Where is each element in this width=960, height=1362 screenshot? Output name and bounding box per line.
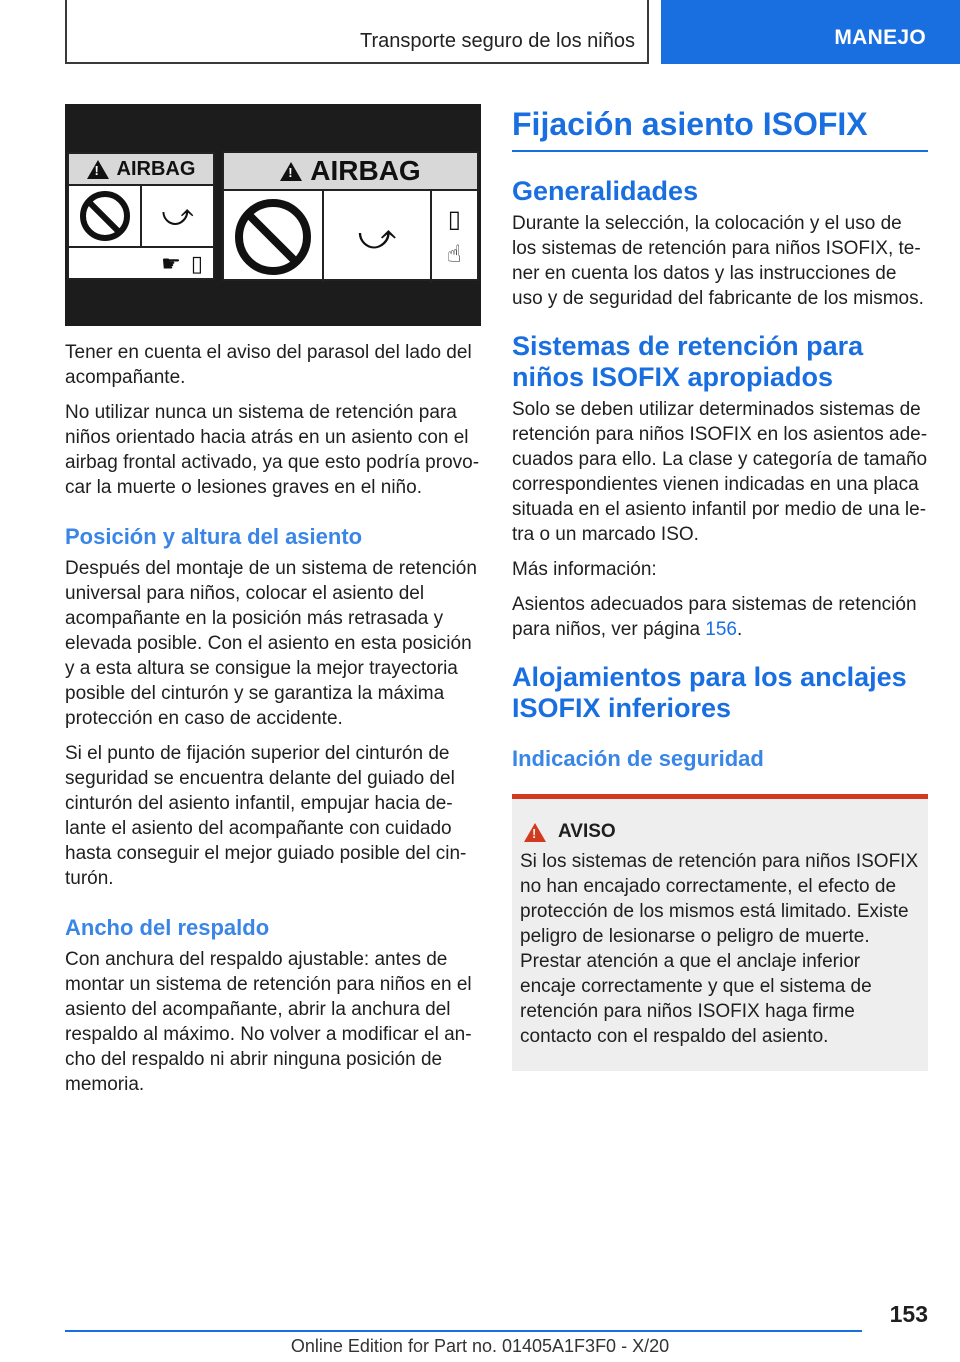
pointing-hand-icon: ☝ (447, 241, 462, 268)
heading-generalidades: Generalidades (512, 176, 699, 206)
warning-triangle-icon (280, 162, 302, 181)
header-chapter-box (65, 0, 649, 64)
airbag-label-big-cell (432, 191, 477, 283)
subheading-indicacion: Indicación de seguridad (512, 746, 764, 771)
paragraph: Con anchura del respaldo ajustable: antes de montar un sistema de retención para niños en el asiento del acompañante, abrir la anchura del respaldo al máximo. No volver a modificar el ancho del respaldo ni abrir ninguna posición de memoria. (65, 949, 472, 1095)
airbag-label-small-heading (69, 154, 213, 186)
subheading-ancho: Ancho del respaldo (65, 915, 270, 940)
airbag-label-small-pictograms (69, 186, 213, 248)
airbag-label-big-cell (224, 191, 324, 283)
airbag-label-big-text: AIRBAG (310, 155, 421, 186)
page-reference-link[interactable]: 156 (705, 619, 737, 640)
chapter-title: Transporte seguro de los niños (360, 30, 635, 52)
right-column (512, 104, 928, 1071)
paragraph: Después del montaje de un sistema de retención universal para niños, colocar el asiento del acompañante en la posición más retrasada y elevada posible. Con el asiento en esta posición y a esta altura se consigue la mejor trayectoria posible del cinturón y se garantiza la máxima protección en caso de accidente. (65, 558, 477, 729)
section-tab[interactable]: MANEJO (661, 0, 960, 64)
footer-divider (65, 1330, 862, 1332)
manual-book-icon: ▯ (447, 206, 461, 233)
airbag-deploy-seat-icon: ⤻ (161, 199, 194, 232)
warning-triangle-icon (87, 160, 109, 179)
prohibited-rear-facing-seat-icon (80, 191, 130, 241)
paragraph-text: Asientos adecuados para sistemas de retención para niños, ver página (512, 594, 917, 640)
airbag-label-big-pictograms (224, 191, 477, 283)
warning-title: AVISO (558, 821, 616, 842)
airbag-label-big (222, 151, 479, 281)
heading-sistemas: Sistemas de retención para niños ISOFIX apropiados (512, 331, 864, 392)
warning-triangle-icon (524, 823, 546, 842)
paragraph: Si el punto de fijación superior del cinturón de seguridad se encuentra delante del guiado del cinturón del asiento infantil, empujar hacia delante el asiento del acompañante con cuidado hasta conseguir el mejor guiado posible del cinturón. (65, 743, 467, 889)
airbag-label-small-cell (69, 186, 142, 246)
airbag-label-small (67, 152, 215, 280)
paragraph: No utilizar nunca un sistema de retención para niños orientado hacia atrás en un asiento con el airbag frontal activado, ya que esto podría provocar la muerte o lesiones graves en el niño. (65, 402, 480, 498)
airbag-label-small-footer (69, 248, 213, 280)
section-title: Fijación asiento ISOFIX (512, 104, 928, 152)
airbag-label-small-cell (142, 186, 213, 246)
airbag-label-big-cell (324, 191, 432, 283)
manual-book-icon: ▯ (190, 251, 203, 276)
footer-edition: Online Edition for Part no. 01405A1F3F0 - X/20 (290, 1336, 670, 1356)
warning-title-row (520, 821, 920, 843)
paragraph: Durante la selección, la colocación y el uso de los sistemas de retención para niños ISOFIX, tener en cuenta los datos y las instrucciones de uso y de seguridad del fabricante de los mismos. (512, 213, 924, 309)
subheading-posicion: Posición y altura del asiento (65, 524, 363, 549)
heading-alojamientos: Alojamientos para los anclajes ISOFIX inferiores (512, 662, 907, 723)
paragraph-text: . (737, 619, 743, 640)
page-number: 153 (889, 1301, 928, 1327)
airbag-warning-figure (65, 104, 481, 326)
paragraph: Tener en cuenta el aviso del parasol del lado del acompañante. (65, 342, 472, 388)
paragraph: Más información: (512, 559, 657, 580)
paragraph: Solo se deben utilizar determinados sistemas de retención para niños ISOFIX en los asientos adecuados para ello. La clase y categoría de tamaño correspondientes vienen indicadas en una placa situada en el asiento infantil por medio de una letra o un marcado ISO. (512, 399, 928, 545)
warning-box (512, 794, 928, 1071)
pointing-hand-icon: ☛ (161, 251, 181, 276)
airbag-label-big-heading (224, 153, 477, 191)
left-column (65, 104, 481, 1107)
paragraph-with-link (512, 592, 928, 642)
airbag-deploy-seat-icon: ⤻ (357, 215, 397, 257)
warning-text: Si los sistemas de retención para niños ISOFIX no han encajado correctamente, el efecto de protección de los mismos está limitado. Existe peligro de lesionarse o peligro de muerte. Prestar atención a que el anclaje inferior encaje correctamente y que el sistema de retención para niños ISOFIX haga firme contacto con el respaldo del asiento. (520, 851, 919, 1047)
prohibited-rear-facing-seat-icon (235, 199, 311, 275)
airbag-label-small-text: AIRBAG (116, 157, 196, 180)
